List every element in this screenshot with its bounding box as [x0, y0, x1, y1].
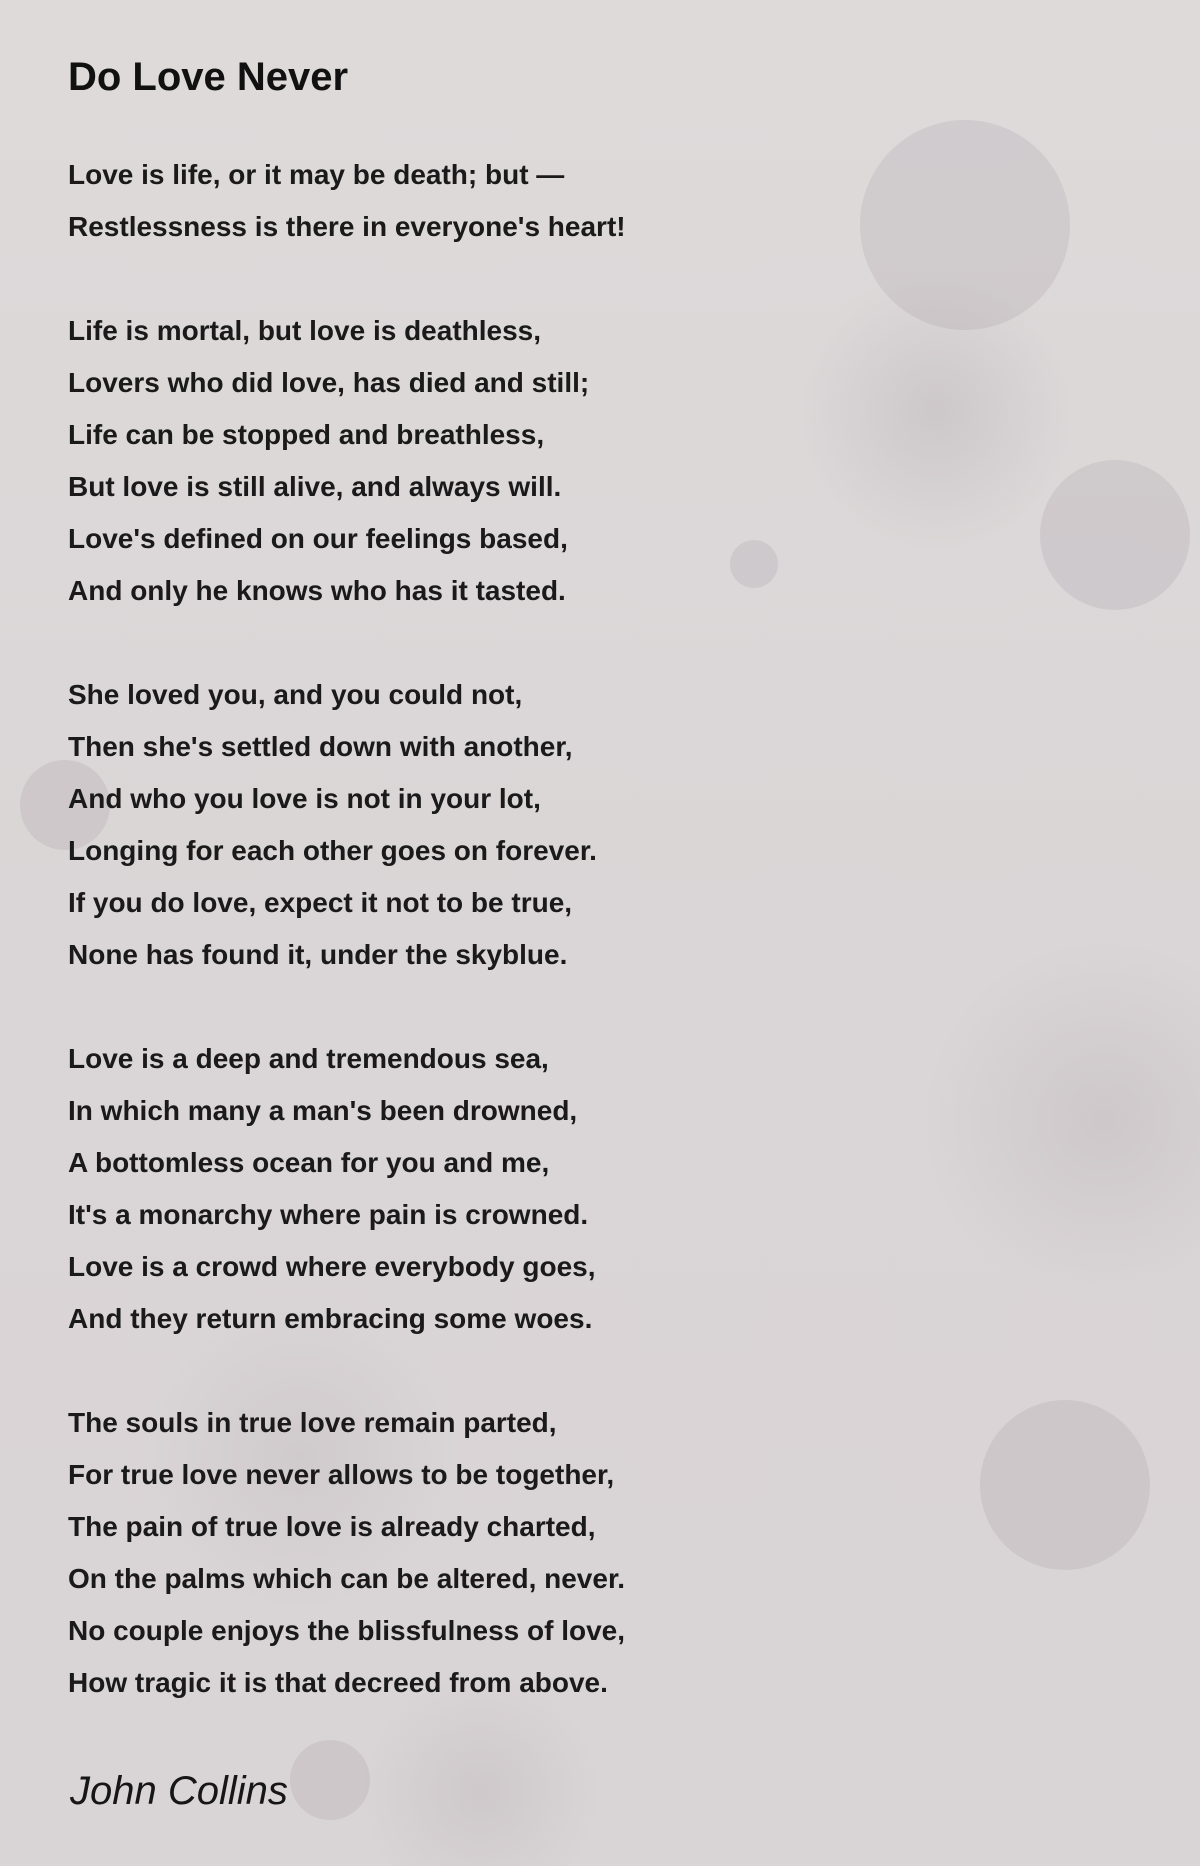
poem-line: It's a monarchy where pain is crowned.: [68, 1199, 589, 1230]
ink-blot: [1040, 460, 1190, 610]
poem-stanza: [68, 1033, 626, 1345]
poem-line: A bottomless ocean for you and me,: [68, 1147, 550, 1178]
poem-line: In which many a man's been drowned,: [68, 1095, 578, 1126]
poem-line: Longing for each other goes on forever.: [68, 835, 597, 866]
poem-line: Life can be stopped and breathless,: [68, 419, 545, 450]
poem-line: No couple enjoys the blissfulness of love,: [68, 1615, 626, 1646]
poem-title: Do Love Never: [68, 55, 349, 99]
poem-line: How tragic it is that decreed from above.: [68, 1667, 608, 1698]
poem-body: [68, 149, 626, 1761]
poem-line: Restlessness is there in everyone's heart!: [68, 211, 626, 242]
poem-stanza: [68, 149, 626, 253]
poem-line: Love is a crowd where everybody goes,: [68, 1251, 596, 1282]
poem-line: And they return embracing some woes.: [68, 1303, 593, 1334]
ink-blot: [980, 1400, 1150, 1570]
poem-line: None has found it, under the skyblue.: [68, 939, 568, 970]
poem-line: The pain of true love is already charted,: [68, 1511, 596, 1542]
poem-line: But love is still alive, and always will.: [68, 471, 562, 502]
poem-line: And only he knows who has it tasted.: [68, 575, 566, 606]
poem-line: Love's defined on our feelings based,: [68, 523, 568, 554]
poem-line: Then she's settled down with another,: [68, 731, 573, 762]
poem-line: And who you love is not in your lot,: [68, 783, 541, 814]
poem-line: Love is a deep and tremendous sea,: [68, 1043, 549, 1074]
poem-stanza: [68, 1397, 626, 1709]
poem-line: The souls in true love remain parted,: [68, 1407, 557, 1438]
poem-line: On the palms which can be altered, never.: [68, 1563, 626, 1594]
poem-line: Love is life, or it may be death; but —: [68, 159, 565, 190]
poem-line: She loved you, and you could not,: [68, 679, 523, 710]
poem-line: For true love never allows to be together,: [68, 1459, 615, 1490]
ink-blot: [730, 540, 778, 588]
poem-stanza: [68, 669, 626, 981]
poem-stanza: [68, 305, 626, 617]
poem-line: If you do love, expect it not to be true,: [68, 887, 573, 918]
poem-line: Life is mortal, but love is deathless,: [68, 315, 542, 346]
ink-blot: [860, 120, 1070, 330]
poem-line: Lovers who did love, has died and still;: [68, 367, 590, 398]
poem-author: John Collins: [70, 1769, 288, 1813]
